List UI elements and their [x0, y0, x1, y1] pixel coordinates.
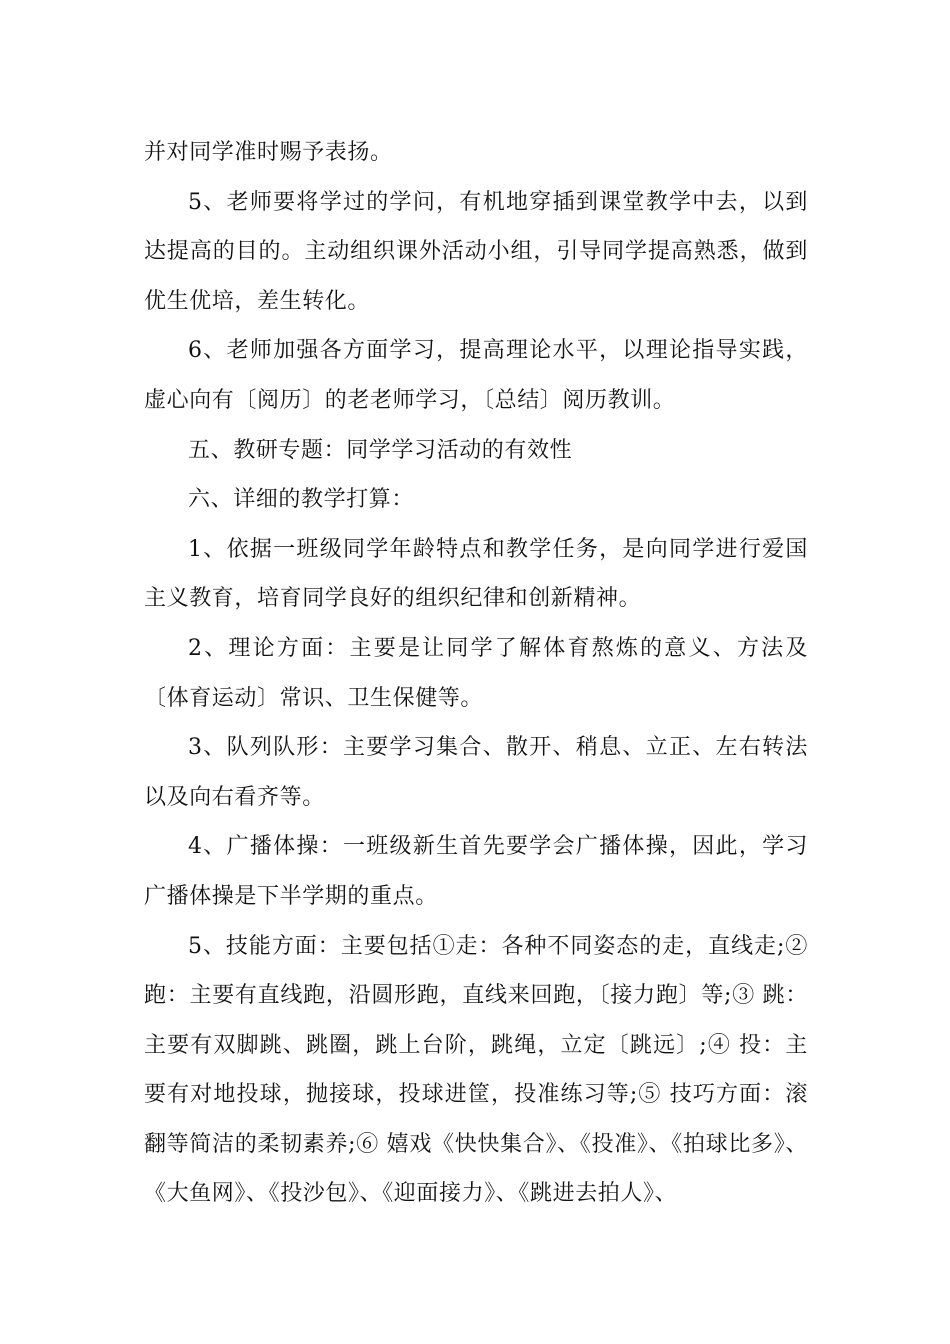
paragraph-plan-2-theory: 2、理论方面：主要是让同学了解体育熬炼的意义、方法及〔体育运动〕常识、卫生保健等。: [144, 635, 808, 711]
paragraph-plan-5-skills: 5、技能方面：主要包括①走：各种不同姿态的走，直线走;②跑：主要有直线跑，沿圆形跑，直线来回跑，〔接力跑〕等;③ 跳：主要有双脚跳、跳圈，跳上台阶，跳绳，立定〔跳远〕;④ 投：主要有对地投球，抛接球，投球进筐，投准练习等;⑤ 技巧方面：滚翻等简洁的柔韧素养;⑥ 嬉戏《快快集合》、《投准》、《拍球比多》、《大鱼网》、《投沙包》、《迎面接力》、《跳进去拍人》、: [144, 933, 808, 1207]
document-body: [144, 128, 808, 1219]
paragraph-plan-4-broadcast-exercise: 4、广播体操：一班级新生首先要学会广播体操，因此，学习广播体操是下半学期的重点。: [144, 834, 808, 909]
heading-teaching-plan: 六、详细的教学打算：: [188, 487, 415, 513]
paragraph-praise: 并对同学准时赐予表扬。: [144, 140, 393, 165]
paragraph-plan-3-formation: 3、队列队形：主要学习集合、散开、稍息、立正、左右转法以及向右看齐等。: [144, 735, 808, 810]
paragraph-plan-1: 1、依据一班级同学年龄特点和教学任务，是向同学进行爱国主义教育，培育同学良好的组织纪律和创新精神。: [144, 536, 808, 612]
paragraph-item-6-teacher: 6、老师加强各方面学习，提高理论水平，以理论指导实践，虚心向有〔阅历〕的老老师学习，〔总结〕阅历教训。: [144, 338, 808, 413]
paragraph-item-5-teacher: 5、老师要将学过的学问，有机地穿插到课堂教学中去，以到达提高的目的。主动组织课外活动小组，引导同学提高熟悉，做到优生优培，差生转化。: [144, 189, 808, 314]
heading-research-topic: 五、教研专题：同学学习活动的有效性: [188, 437, 573, 463]
